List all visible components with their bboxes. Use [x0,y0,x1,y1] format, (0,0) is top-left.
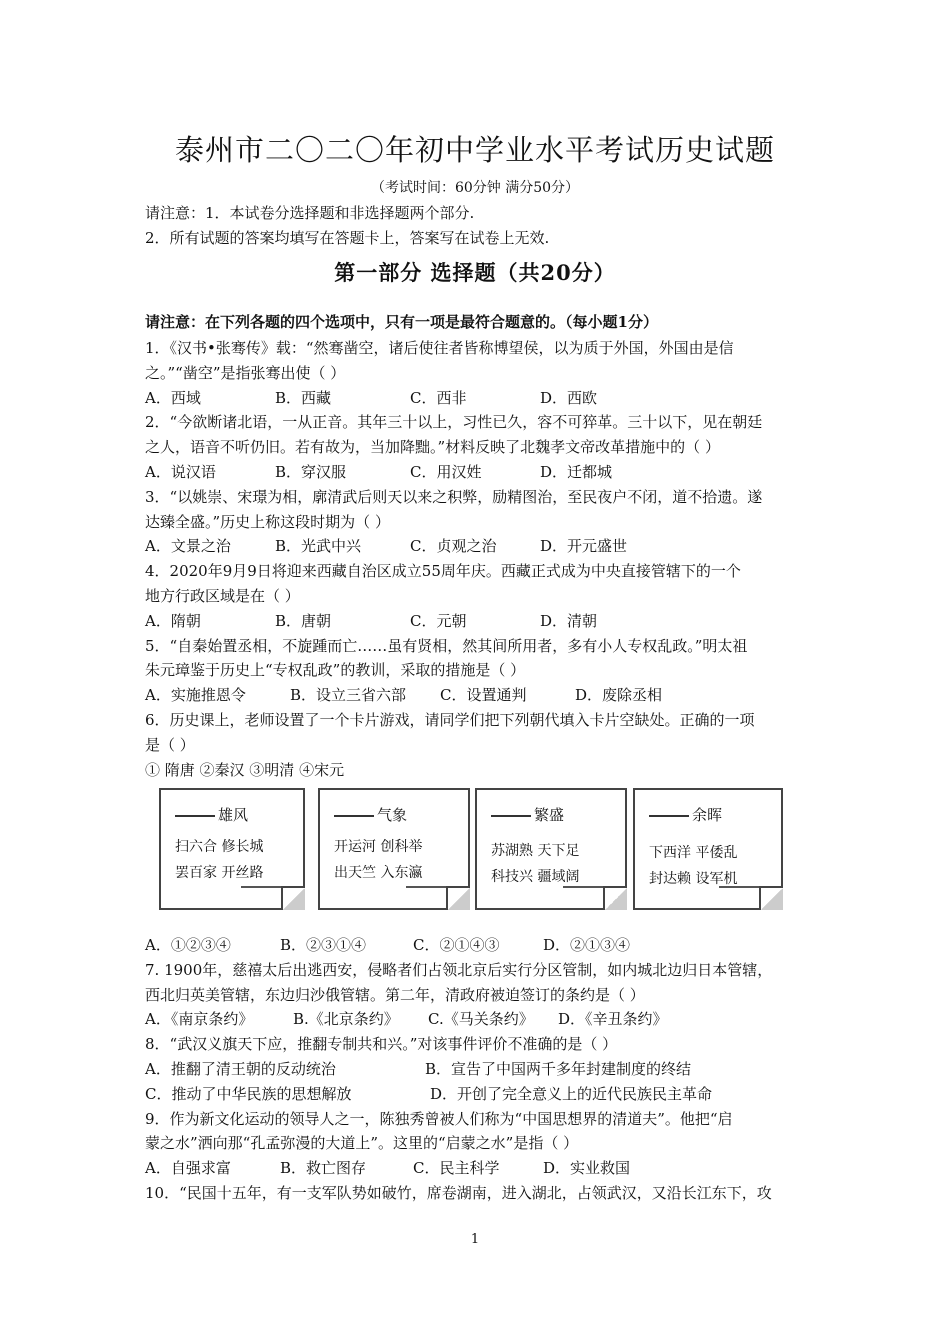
question-text: 之。”“凿空”是指张骞出使（ ） [145,363,346,382]
card-heading: 繁盛 [491,804,564,825]
option-c[interactable]: C．推动了中华民族的思想解放 [145,1084,352,1103]
option-b[interactable]: B.《北京条约》 [293,1010,399,1029]
card-fold [603,886,627,910]
option-d[interactable]: D．清朝 [540,611,598,630]
card-row: 扫六合 修长城 [175,839,264,855]
dynasty-cards-figure [155,788,785,914]
option-d[interactable]: D．实业救国 [543,1159,631,1178]
card-dash [406,886,446,888]
exam-time-info: （考试时间：60分钟 满分50分） [370,180,580,196]
question-text: 地方行政区域是在（ ） [145,586,300,605]
question-text: 之人，语音不听仍旧。若有故为，当加降黜。”材料反映了北魏孝文帝改革措施中的（ ） [145,438,720,457]
question-options [145,1007,815,1032]
card-fold [759,886,783,910]
question-text: 7. 1900年，慈禧太后出逃西安，侵略者们占领北京后实行分区管制，如内城北边归日本管辖， [145,960,773,979]
question-options [145,1057,815,1082]
note-line: 2．所有试题的答案均填写在答题卡上，答案写在试卷上无效. [145,229,550,247]
option-d[interactable]: D．开元盛世 [540,537,628,556]
question-text: ① 隋唐 ②秦汉 ③明清 ④宋元 [145,760,345,779]
option-b[interactable]: B．设立三省六部 [290,686,407,705]
card-row: 封达赖 设军机 [649,871,738,887]
question-text: 3．“以姚崇、宋璟为相，廓清武后则天以来之积弊，励精图治，至民夜户不闭，道不拾遗。遂 [145,487,763,506]
option-a[interactable]: A．说汉语 [145,462,216,481]
question-text: 5．“自秦始置丞相，不旋踵而亡……虽有贤相，然其间所用者，多有小人专权乱政。”明太祖 [145,636,748,655]
option-c[interactable]: C．设置通判 [440,686,527,705]
card-1 [159,788,305,910]
option-b[interactable]: B．穿汉服 [275,462,347,481]
questions-block-2 [145,933,815,1206]
option-c[interactable]: C．西非 [410,388,467,407]
option-a[interactable]: A．文景之治 [145,537,231,556]
option-a[interactable]: A．自强求富 [145,1159,231,1178]
card-row: 开运河 创科举 [334,839,423,855]
option-b[interactable]: B．西藏 [275,388,332,407]
question-text: 2．“今欲断诸北语，一从正音。其年三十以上，习性已久，容不可猝革。三十以下，见在朝廷 [145,413,763,432]
option-d[interactable]: D．《辛丑条约》 [558,1010,668,1029]
option-c[interactable]: C．元朝 [410,611,467,630]
section-instruction: 请注意：在下列各题的四个选项中，只有一项是最符合题意的。（每小题1分） [145,313,658,331]
card-2 [318,788,470,910]
option-a[interactable]: A．推翻了清王朝的反动统治 [145,1059,336,1078]
card-row: 苏湖熟 天下足 [491,843,580,859]
card-heading: 气象 [334,804,407,825]
question-options [145,460,815,485]
question-text: 4．2020年9月9日将迎来西藏自治区成立55周年庆。西藏正式成为中央直接管辖下的一个 [145,562,741,581]
card-heading: 余晖 [649,804,722,825]
question-options [145,1082,815,1107]
question-options [145,1156,815,1181]
card-row: 下西洋 平倭乱 [649,845,738,861]
question-text: 达臻全盛。”历史上称这段时期为（ ） [145,512,390,531]
question-options [145,534,815,559]
card-dash [241,886,281,888]
option-d[interactable]: D．迁都城 [540,462,613,481]
question-options [145,386,815,411]
option-a[interactable]: A．①②③④ [145,936,231,954]
question-text: 8．“武汉义旗天下应，推翻专制共和兴。”对该事件评价不准确的是（ ） [145,1035,618,1054]
card-4 [633,788,783,910]
option-c[interactable]: C．②①④③ [413,936,500,954]
card-dash [563,886,603,888]
option-b[interactable]: B．光武中兴 [275,537,362,556]
section-title: 第一部分 选择题（共20分） [334,260,616,285]
question-text: 蒙之水”洒向那“孔孟弥漫的大道上”。这里的“启蒙之水”是指（ ） [145,1134,579,1153]
option-b[interactable]: B．②③①④ [280,936,367,954]
questions-block-1 [145,336,815,782]
question-text: 1．《汉书•张骞传》载：“然骞凿空，诸后使往者皆称博望侯，以为质于外国，外国由是信 [145,339,734,357]
page-number: 1 [470,1232,480,1247]
option-c[interactable]: C．用汉姓 [410,462,482,481]
question-text: 6．历史课上，老师设置了一个卡片游戏，请同学们把下列朝代填入卡片空缺处。正确的一项 [145,710,755,729]
page-title: 泰州市二〇二〇年初中学业水平考试历史试题 [174,133,775,167]
question-options [145,609,815,634]
card-fold [281,886,305,910]
option-d[interactable]: D．②①③④ [543,936,631,954]
option-d[interactable]: D．西欧 [540,388,598,407]
card-dash [719,886,759,888]
option-a[interactable]: A．隋朝 [145,611,201,630]
option-c[interactable]: C．民主科学 [413,1159,500,1178]
question-text: 9．作为新文化运动的领导人之一，陈独秀曾被人们称为“中国思想界的清道夫”。他把“启 [145,1109,733,1128]
card-heading: 雄风 [175,804,248,825]
option-a[interactable]: A．实施推恩令 [145,686,246,705]
question-text: 10．“民国十五年，有一支军队势如破竹，席卷湖南，进入湖北，占领武汉，又沿长江东下，攻 [145,1183,772,1202]
card-fold [446,886,470,910]
exam-notes [145,201,549,251]
option-c[interactable]: C．贞观之治 [410,537,497,556]
card-row: 科技兴 疆域阔 [491,869,580,885]
card-row: 出天竺 入东瀛 [334,865,423,881]
card-3 [475,788,627,910]
option-b[interactable]: B．救亡图存 [280,1159,367,1178]
option-a[interactable]: A．《南京条约》 [145,1010,254,1029]
question-text: 是（ ） [145,735,195,754]
option-a[interactable]: A．西域 [145,388,201,407]
option-b[interactable]: B．宣告了中国两千多年封建制度的终结 [425,1059,692,1078]
card-row: 罢百家 开丝路 [175,865,264,881]
question-text: 朱元璋鉴于历史上“专权乱政”的教训，采取的措施是（ ） [145,661,526,680]
question-options [145,933,815,958]
note-line: 请注意：1．本试卷分选择题和非选择题两个部分. [145,204,475,222]
question-text: 西北归英美管辖，东边归沙俄管辖。第二年，清政府被迫签订的条约是（ ） [145,985,645,1004]
question-options [145,683,815,708]
option-b[interactable]: B．唐朝 [275,611,332,630]
option-d[interactable]: D．开创了完全意义上的近代民族民主革命 [430,1084,713,1103]
option-d[interactable]: D．废除丞相 [575,686,663,705]
option-c[interactable]: C.《马关条约》 [428,1010,534,1029]
